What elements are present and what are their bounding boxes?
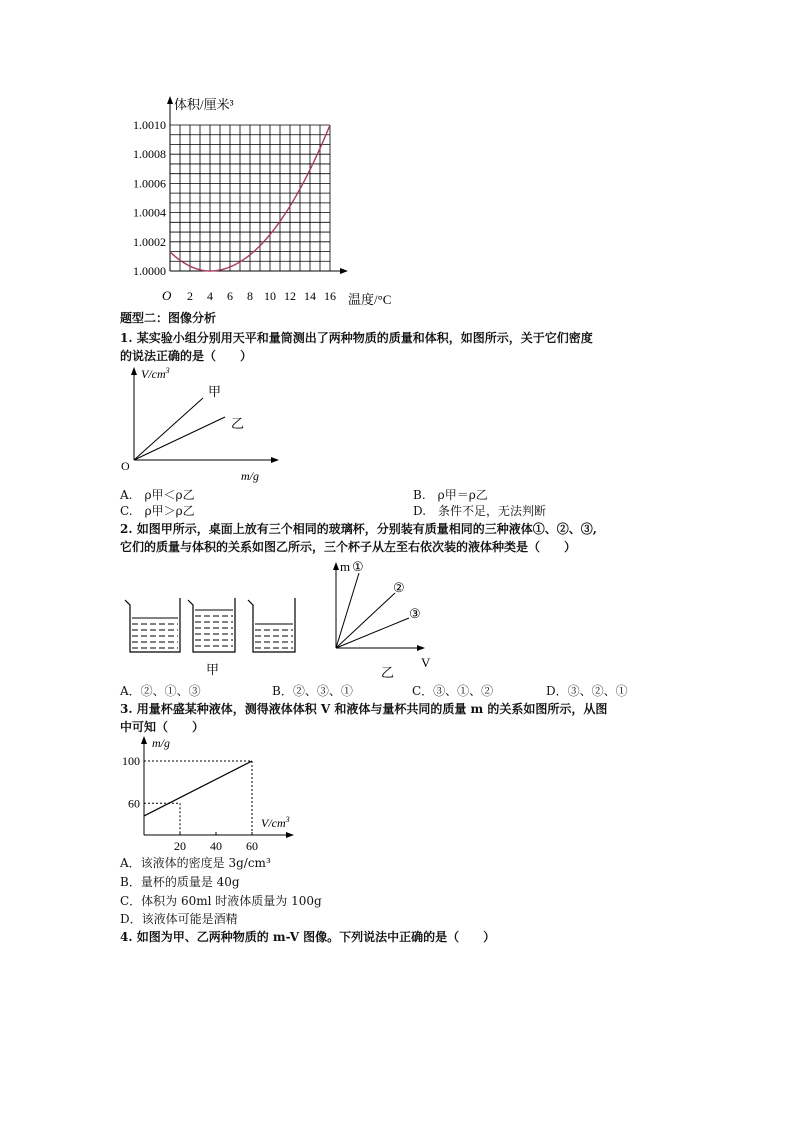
q1-option-b[interactable]: B. ρ甲＝ρ乙 xyxy=(413,488,488,502)
q3-stem-line1: 3. 用量杯盛某种液体，测得液体体积 V 和液体与量杯共同的质量 m 的关系如图所示，从图 xyxy=(120,702,608,716)
x-tick-label: 14 xyxy=(304,289,316,303)
y-tick-label: 60 xyxy=(128,796,140,811)
x-tick-label: 8 xyxy=(247,289,253,303)
label-3: ③ xyxy=(409,606,421,621)
caption-yi: 乙 xyxy=(381,665,395,680)
y-tick-label: 1.0002 xyxy=(133,234,166,249)
x-tick-label: 60 xyxy=(246,839,258,853)
line-3 xyxy=(336,618,409,648)
q1-stem-line2: 的说法正确的是（ ） xyxy=(120,349,253,363)
label-jia: 甲 xyxy=(208,384,222,399)
y-axis-arrow xyxy=(167,96,173,104)
y-tick-label: 1.0004 xyxy=(133,205,166,220)
q3-option-d[interactable]: D．该液体可能是酒精 xyxy=(120,912,238,926)
x-tick-label: 16 xyxy=(324,289,336,303)
q3-chart xyxy=(112,733,312,853)
x-tick-label: 6 xyxy=(227,289,233,303)
mv-line xyxy=(144,761,252,816)
x-tick-label: 20 xyxy=(174,839,186,853)
x-tick-label: 40 xyxy=(210,839,222,853)
y-axis-label: m xyxy=(340,559,351,574)
y-tick-label: 1.0008 xyxy=(133,147,166,162)
q1-option-a[interactable]: A. ρ甲＜ρ乙 xyxy=(120,488,195,502)
beaker-1 xyxy=(125,598,180,652)
q2-stem-line1: 2. 如图甲所示，桌面上放有三个相同的玻璃杯，分别装有质量相同的三种液体①、②、③, xyxy=(120,522,597,536)
y-axis-label: m/g xyxy=(152,736,170,750)
beaker-2 xyxy=(188,598,235,652)
x-tick-label: 2 xyxy=(187,289,193,303)
beakers-figure-jia xyxy=(115,594,315,682)
x-axis-label: V xyxy=(421,655,431,670)
water-volume-chart xyxy=(130,92,420,312)
q2-option-b[interactable]: B．②、③、① xyxy=(272,684,353,698)
x-tick-label: 10 xyxy=(264,289,276,303)
line-yi xyxy=(134,417,225,460)
chart-grid xyxy=(170,125,330,271)
q2-graph-yi xyxy=(325,557,445,685)
q1-option-d[interactable]: D. 条件不足，无法判断 xyxy=(413,504,547,518)
x-axis-arrow xyxy=(417,645,425,651)
x-axis-label: m/g xyxy=(241,469,259,483)
q3-stem-line2: 中可知（ ） xyxy=(120,720,205,734)
x-tick-label: 12 xyxy=(284,289,296,303)
y-tick-label: 1.0000 xyxy=(133,264,166,278)
x-axis-arrow xyxy=(340,268,348,274)
y-axis-label: $V/cm^3$ xyxy=(141,366,170,381)
y-tick-label: 1.0006 xyxy=(133,176,166,191)
label-1: ① xyxy=(352,559,364,574)
y-axis-label: 体积/厘米³ xyxy=(174,97,234,112)
beaker-3 xyxy=(248,598,295,652)
x-axis-label: 温度/°C xyxy=(348,292,392,307)
q3-option-b[interactable]: B．量杯的质量是 40g xyxy=(120,875,240,889)
y-tick-label: 1.0010 xyxy=(133,118,166,132)
caption-jia: 甲 xyxy=(206,662,220,677)
q2-stem-line2: 它们的质量与体积的关系如图乙所示，三个杯子从左至右依次装的液体种类是（ ） xyxy=(120,540,577,554)
y-axis-arrow xyxy=(131,367,137,375)
y-axis-arrow xyxy=(333,562,339,570)
q3-option-c[interactable]: C．体积为 60ml 时液体质量为 100g xyxy=(120,894,322,908)
q1-chart xyxy=(115,362,285,487)
origin-label: O xyxy=(162,288,172,303)
q2-option-c[interactable]: C．③、①、② xyxy=(412,684,494,698)
label-yi: 乙 xyxy=(231,416,245,431)
q4-stem-line1: 4. 如图为甲、乙两种物质的 m-V 图像。下列说法中正确的是（ ） xyxy=(120,930,496,944)
y-tick-label: 100 xyxy=(122,754,140,768)
label-2: ② xyxy=(393,580,405,595)
section-title: 题型二：图像分析 xyxy=(120,311,217,325)
q1-option-c[interactable]: C. ρ甲＞ρ乙 xyxy=(120,504,195,518)
q2-option-d[interactable]: D．③、②、① xyxy=(546,684,628,698)
q3-option-a[interactable]: A．该液体的密度是 3g/cm³ xyxy=(120,856,271,870)
x-axis-arrow xyxy=(271,457,279,463)
x-axis-arrow xyxy=(286,832,294,838)
q1-stem-line1: 1. 某实验小组分别用天平和量筒测出了两种物质的质量和体积，如图所示，关于它们密度 xyxy=(120,331,593,345)
y-axis-arrow xyxy=(141,736,147,744)
q2-option-a[interactable]: A．②、①、③ xyxy=(120,684,201,698)
x-axis-label: $V/cm^3$ xyxy=(261,815,290,830)
x-tick-label: 4 xyxy=(207,289,213,303)
origin-label: O xyxy=(121,459,130,473)
line-jia xyxy=(134,398,203,460)
